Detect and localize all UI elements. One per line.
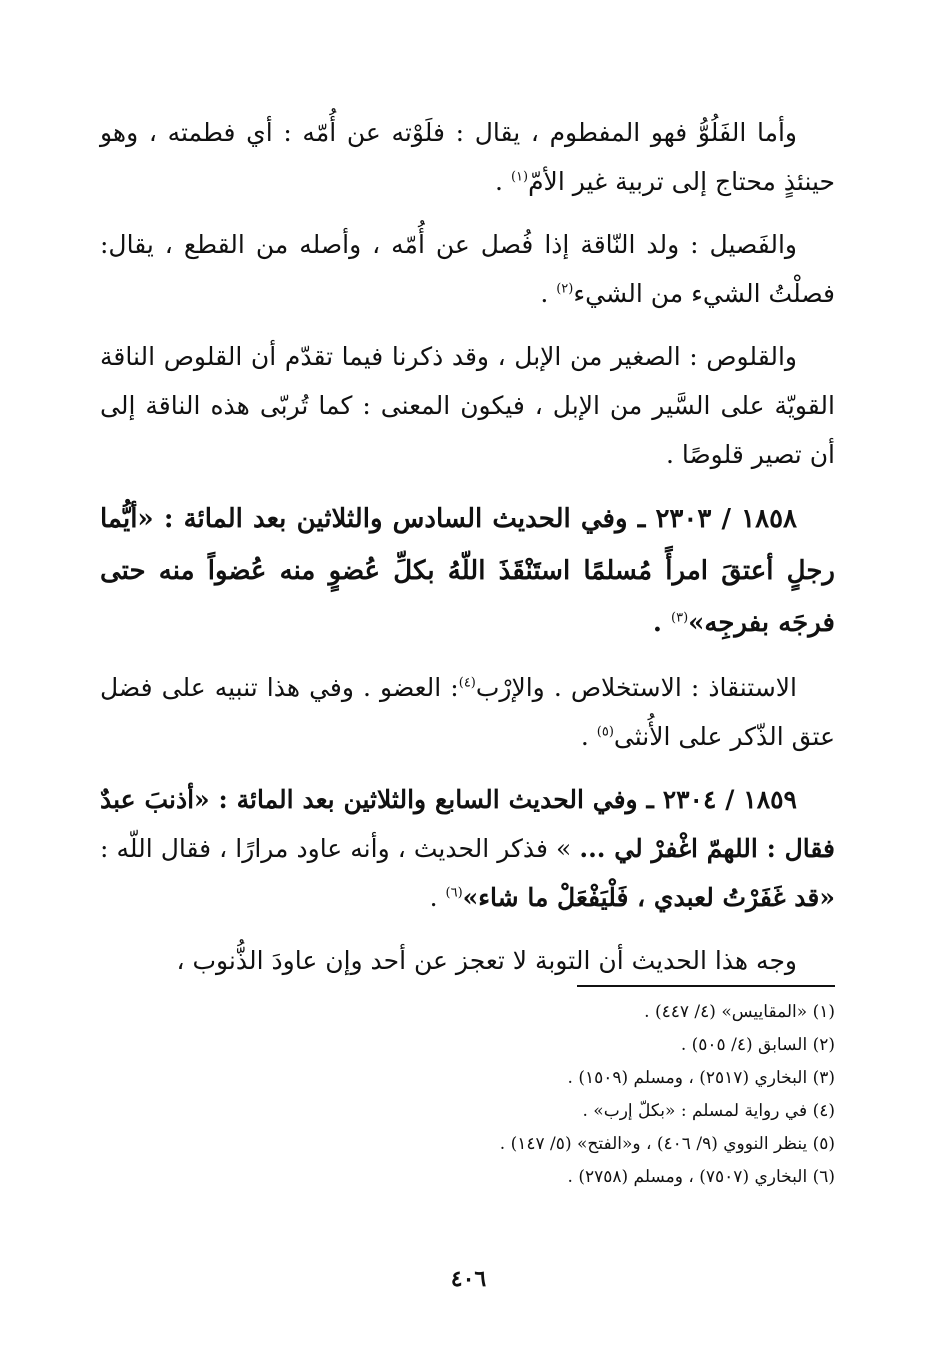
paragraph-text: والقلوص : الصغير من الإبل ، وقد ذكرنا فيما تقدّم أن القلوص الناقة القويّة على السَّير من الإبل ، فيكون المعنى : كما تُربّى هذه الناقة إلى أن تصير قلوصًا . bbox=[100, 342, 835, 469]
paragraph-falw bbox=[100, 108, 835, 206]
paragraph-text: والفَصيل : ولد النّاقة إذا فُصل عن أُمّه ، وأصله من القطع ، يقال: فصلْتُ الشيء من الشيء bbox=[100, 230, 835, 308]
paragraph-end: . bbox=[495, 167, 511, 196]
hadith-1859 bbox=[100, 775, 835, 922]
hadith-quote: «قد غَفَرْتُ لعبدي ، فَلْيَفْعَلْ ما شاء» bbox=[462, 883, 835, 912]
paragraph-end: . bbox=[540, 279, 557, 308]
paragraph-text-cont: » فذكر الحديث ، وأنه عاود مرارًا ، فقال اللّه : bbox=[100, 834, 580, 863]
page-number: ٤٠٦ bbox=[450, 1266, 487, 1292]
footnote-5: (٥) ينظر النووي (٩/ ٤٠٦) ، و«الفتح» (٥/ ١٤٧) . bbox=[499, 1134, 835, 1154]
footnote-ref: (٣) bbox=[671, 610, 689, 626]
footnotes bbox=[100, 996, 835, 1194]
footnote-4: (٤) في رواية لمسلم : «بكلّ إرب» . bbox=[582, 1101, 835, 1121]
hadith-text: ١٨٥٨ / ٢٣٠٣ ـ وفي الحديث السادس والثلاثين بعد المائة : «أيُّما رجلٍ أعتقَ امرأً مُسلمًا استَنْقَذَ اللّهُ بكلِّ عُضوٍ منه عُضواً منه حتى فرجَه بفرجِه» bbox=[100, 504, 835, 638]
main-text bbox=[100, 108, 835, 999]
footnote-ref: (٥) bbox=[596, 724, 614, 740]
paragraph-text: الاستنقاذ : الاستخلاص . والإرْب bbox=[475, 673, 797, 702]
paragraph-tawba bbox=[100, 936, 835, 985]
paragraph-end: . bbox=[580, 722, 597, 751]
paragraph-text-cont: : العضو . وفي هذا تنبيه على فضل عتق الذّكر على الأُنثى bbox=[100, 673, 835, 751]
footnote-2: (٢) السابق (٤/ ٥٠٥) . bbox=[680, 1035, 835, 1055]
paragraph-istinqadh bbox=[100, 663, 835, 761]
footnote-ref: (٢) bbox=[556, 281, 574, 297]
paragraph-text: وأما الفَلُوُّ فهو المفطوم ، يقال : فلَوْته عن أُمّه : أي فطمته ، وهو حينئذٍ محتاج إلى تربية غير الأمّ bbox=[100, 118, 835, 196]
footnote-1: (١) «المقاييس» (٤/ ٤٤٧) . bbox=[644, 1002, 835, 1022]
paragraph-qalus bbox=[100, 332, 835, 479]
hadith-1858 bbox=[100, 493, 835, 649]
paragraph-end: . bbox=[652, 608, 672, 638]
hadith-text: ١٨٥٩ / ٢٣٠٤ ـ وفي الحديث السابع والثلاثين بعد المائة : «أذنبَ عبدٌ فقال : اللهمّ اغْفرْ لي ... bbox=[100, 785, 836, 863]
footnote-ref: (١) bbox=[510, 169, 529, 185]
paragraph-text: وجه هذا الحديث أن التوبة لا تعجز عن أحد وإن عاودَ الذُّنوب ، bbox=[176, 946, 797, 975]
footnote-ref: (٤) bbox=[458, 675, 476, 691]
footnote-divider bbox=[577, 985, 835, 987]
paragraph-end: . bbox=[429, 883, 446, 912]
paragraph-fasil bbox=[100, 220, 835, 318]
footnote-3: (٣) البخاري (٢٥١٧) ، ومسلم (١٥٠٩) . bbox=[567, 1068, 835, 1088]
footnote-6: (٦) البخاري (٧٥٠٧) ، ومسلم (٢٧٥٨) . bbox=[567, 1167, 835, 1187]
footnote-ref: (٦) bbox=[445, 885, 463, 901]
